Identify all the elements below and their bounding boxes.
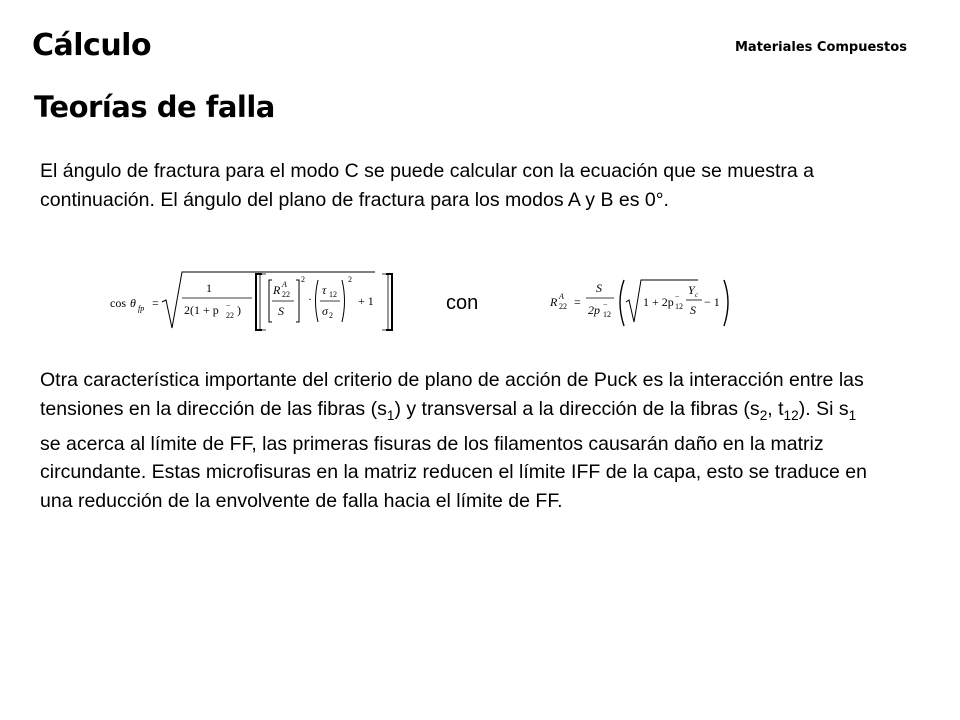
formula2-R-sub: 22 xyxy=(559,302,567,311)
formula-R-sub: 22 xyxy=(282,290,290,299)
formula-theta-sub: fp xyxy=(138,304,145,313)
formula2-S: S xyxy=(596,281,602,295)
formula-R: R xyxy=(273,283,281,297)
p2-text-1: Otra característica importante del criterio de plano de acción de Puck es la interacción entre las tensiones en la dirección de las fibras (s xyxy=(40,369,864,420)
paragraph-puck-criterion xyxy=(40,366,880,515)
formula2-den: 2p xyxy=(588,303,600,317)
formula-den-sub: 22 xyxy=(226,311,234,320)
formula-S: S xyxy=(278,304,284,318)
formula2-Yc-sub: c xyxy=(695,291,699,299)
formula2-den-sup: − xyxy=(603,300,608,309)
formula-denominator: 2(1 + p xyxy=(184,303,219,317)
formula2-S2: S xyxy=(690,303,696,317)
formula2-Yc: Y xyxy=(688,283,695,297)
formula2-den-sub: 12 xyxy=(603,310,611,319)
formula-tau-sub: 12 xyxy=(329,290,337,299)
p2-text-5: se acerca al límite de FF, las primeras fisuras de los filamentos causarán daño en la matriz circundante. Estas microfisuras en la matriz reducen el límite IFF de la capa, esto se traduce en una reducción de la envolvente de falla hacia el límite de FF. xyxy=(40,432,867,512)
formula-den-sup: − xyxy=(226,301,231,310)
formula-plus-one: + 1 xyxy=(358,294,374,308)
formula-den-close: ) xyxy=(237,303,241,317)
p2-text-4: ). Si s xyxy=(798,397,849,420)
formula-sigma-sub: 2 xyxy=(329,311,333,320)
formula2-p-sup: − xyxy=(675,292,680,301)
p2-text-3: , t xyxy=(767,397,784,420)
p2-sub-4: 1 xyxy=(848,407,857,423)
formula-numerator-one: 1 xyxy=(206,281,212,295)
p2-sub-2: 2 xyxy=(759,407,768,423)
formula2-minus-one: − 1 xyxy=(704,295,720,309)
page-title: Cálculo xyxy=(32,28,152,63)
formula-cos: cos xyxy=(110,296,126,310)
formula-theta: θ xyxy=(130,296,136,310)
formula-dot: · xyxy=(308,292,312,306)
paragraph-fracture-angle: El ángulo de fractura para el modo C se puede calcular con la ecuación que se muestra a continuación. El ángulo del plano de fractura para los modos A y B es 0°. xyxy=(40,160,814,211)
connector-text: con xyxy=(446,292,479,314)
formula-equals: = xyxy=(152,296,159,310)
fracture-angle-formula xyxy=(110,270,400,334)
formula-sq2: 2 xyxy=(348,275,352,284)
formula-tau: τ xyxy=(322,283,327,297)
formula2-p-sub: 12 xyxy=(675,302,683,311)
formula2-one-plus: 1 + 2p xyxy=(643,295,674,309)
p2-sub-3: 12 xyxy=(783,407,799,423)
course-name: Materiales Compuestos xyxy=(735,40,907,55)
formula-sq1: 2 xyxy=(301,275,305,284)
formula-R-sup: A xyxy=(282,280,287,289)
formula2-R: R xyxy=(550,295,558,309)
formula2-R-sup: A xyxy=(559,292,564,301)
r22a-formula xyxy=(548,276,738,330)
section-title: Teorías de falla xyxy=(34,90,275,124)
formula2-equals: = xyxy=(574,295,581,309)
p2-text-2: ) y transversal a la dirección de la fibras (s xyxy=(394,397,760,420)
formula-sigma: σ xyxy=(322,304,328,318)
p2-sub-1: 1 xyxy=(386,407,395,423)
